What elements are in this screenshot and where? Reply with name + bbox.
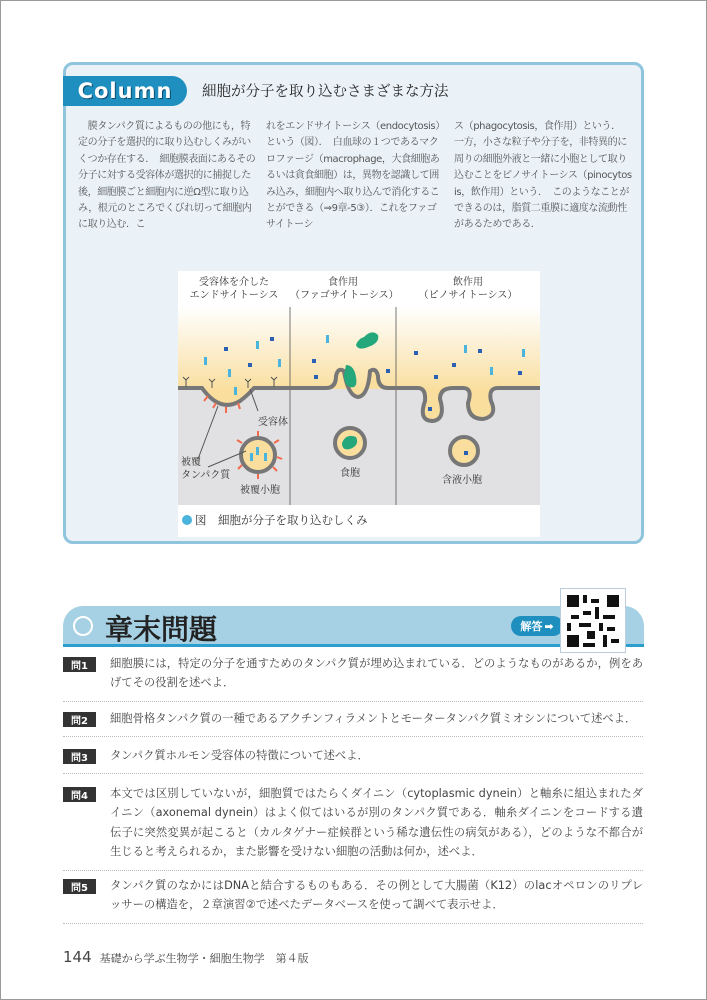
question-text: 細胞骨格タンパク質の一種であるアクチンフィラメントとモータータンパク質ミオシンについて述べよ． [110, 712, 637, 725]
circle-icon [73, 616, 93, 636]
panel3-title-line2: （ピノサイトーシス） [418, 290, 518, 301]
column-title: 細胞が分子を取り込むさまざまな方法 [202, 84, 449, 100]
question-5 [63, 876, 643, 924]
label-coat-line2: タンパク質 [181, 470, 231, 481]
column-text [78, 119, 632, 234]
question-1 [63, 654, 643, 702]
panel1-title-line1: 受容体を介した [199, 277, 269, 288]
question-label: 問2 [63, 712, 96, 727]
arrow-right-icon: ➡ [544, 619, 554, 633]
question-text: 細胞膜には，特定の分子を通すためのタンパク質が埋め込まれている．どのようなものがあるか，例をあげてその役割を述べよ． [110, 657, 643, 690]
label-coated-vesicle: 被覆小胞 [240, 485, 280, 496]
question-label: 問4 [63, 787, 96, 802]
question-3 [63, 746, 643, 774]
column-paragraph-3: ス（phagocytosis，食作用）という． 一方，小さな粒子や分子を，非特異的に周りの細胞外液と一緒に小胞として取り込むことをピノサイトーシス（pinocytosis，飲作用）という． このようなことができるのは，脂質二重膜に適度な流動性があるためである． [454, 121, 632, 231]
panel1-title-line2: エンドサイトーシス [189, 290, 279, 301]
answer-button[interactable] [511, 616, 563, 636]
question-text: タンパク質のなかにはDNAと結合するものもある．その例として大腸菌（K12）のlacオペロンのリプレッサーの構造を，２章演習②で述べたデータベースを使って調べて表示せよ． [110, 879, 643, 912]
answer-label: 解答 [520, 620, 543, 633]
question-4 [63, 784, 643, 871]
question-label: 問3 [63, 749, 96, 764]
question-text: タンパク質ホルモン受容体の特徴について述べよ． [110, 749, 369, 762]
book-title: 基礎から学ぶ生物学・細胞生物学 第４版 [99, 952, 309, 965]
label-receptor: 受容体 [258, 417, 288, 428]
caption-bullet-icon [182, 515, 192, 525]
panel-title-receptor-mediated [178, 276, 290, 302]
exercises-header [63, 606, 644, 647]
label-phagosome: 食胞 [340, 468, 360, 479]
qr-code-icon [567, 595, 619, 647]
caption-text: 図 細胞が分子を取り込むしくみ [195, 513, 368, 527]
page-footer [63, 948, 309, 966]
panel-title-phagocytosis [290, 276, 399, 302]
panel2-title-line2: （ファゴサイトーシス） [290, 290, 399, 301]
panel2-title-line1: 食作用 [328, 277, 358, 288]
panel-title-pinocytosis [396, 276, 540, 302]
panel3-title-line1: 飲作用 [453, 277, 483, 288]
question-2 [63, 709, 643, 737]
column-paragraph-1: 膜タンパク質によるものの他にも，特定の分子を選択的に取り込むしくみがいくつか存在する． 細胞膜表面にあるその分子に対する受容体が選択的に捕捉した後，細胞膜ごと細胞内に逆Ω型に取り込み，根元のところでくびれ切って細胞内に取り込む．こ [78, 121, 256, 231]
column-paragraph-2: れをエンドサイトーシス（endocytosis）という（図）． 白血球の１つであるマクロファージ（macrophage，大食細胞あるいは貪食細胞）は，異物を認識して囲み込み，細胞内へ取り込んで消化することができる（⇒9章-5③）．これをファゴサイトーシ [266, 121, 440, 231]
column-box [63, 62, 644, 544]
question-label: 問5 [63, 879, 96, 894]
label-pinosome: 含液小胞 [442, 475, 482, 486]
exercises-title: 章末問題 [105, 613, 218, 646]
question-text: 本文では区別していないが，細胞質ではたらくダイニン（cytoplasmic dynein）と軸糸に組込まれたダイニン（axonemal dynein）はよく似てはいるが別のタンパク質である．軸糸ダイニンをコードする遺伝子に突然変異が起こると（カルタゲナー症候群という稀な遺伝性の病気がある），どのような不都合が生じると考えられるか，また影響を受けない細胞の活動は何か，述べよ． [110, 787, 643, 859]
figure-caption [182, 512, 368, 528]
column-tab: Column [63, 76, 187, 106]
page-number: 144 [63, 948, 92, 966]
label-coat-protein [181, 456, 230, 482]
question-label: 問1 [63, 657, 96, 672]
label-coat-line1: 被覆 [181, 457, 201, 468]
endocytosis-figure [178, 271, 540, 537]
qr-code[interactable] [560, 588, 626, 653]
